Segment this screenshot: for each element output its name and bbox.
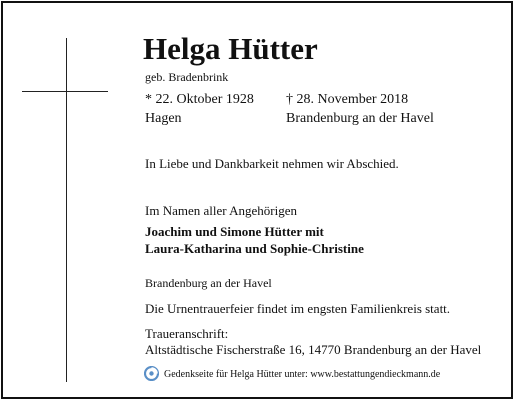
address-text: Altstädtische Fischerstraße 16, 14770 Brandenburg an der Havel [145, 342, 482, 357]
birth-date: * 22. Oktober 1928 [145, 92, 254, 107]
birth-place: Hagen [145, 111, 182, 126]
deceased-name: Helga Hütter [143, 31, 318, 66]
maiden-name: geb. Bradenbrink [145, 70, 229, 84]
mourners-line-1: Joachim und Simone Hütter mit [145, 224, 324, 239]
address-label: Traueranschrift: [145, 326, 229, 341]
memorial-logo-icon [144, 366, 159, 381]
cross-vertical-bar [66, 38, 67, 382]
ceremony-text: Die Urnentrauerfeier findet im engsten Familienkreis statt. [145, 301, 451, 316]
cross-horizontal-bar [22, 91, 108, 92]
mourners-location: Brandenburg an der Havel [145, 276, 272, 290]
memorial-page-link[interactable]: Gedenkseite für Helga Hütter unter: www.bestattungendieckmann.de [164, 369, 441, 380]
death-date: † 28. November 2018 [286, 92, 409, 107]
mourners-intro: Im Namen aller Angehörigen [145, 203, 297, 218]
mourners-line-2: Laura-Katharina und Sophie-Christine [145, 241, 364, 256]
death-place: Brandenburg an der Havel [286, 111, 434, 126]
farewell-text: In Liebe und Dankbarkeit nehmen wir Abschied. [145, 156, 399, 171]
